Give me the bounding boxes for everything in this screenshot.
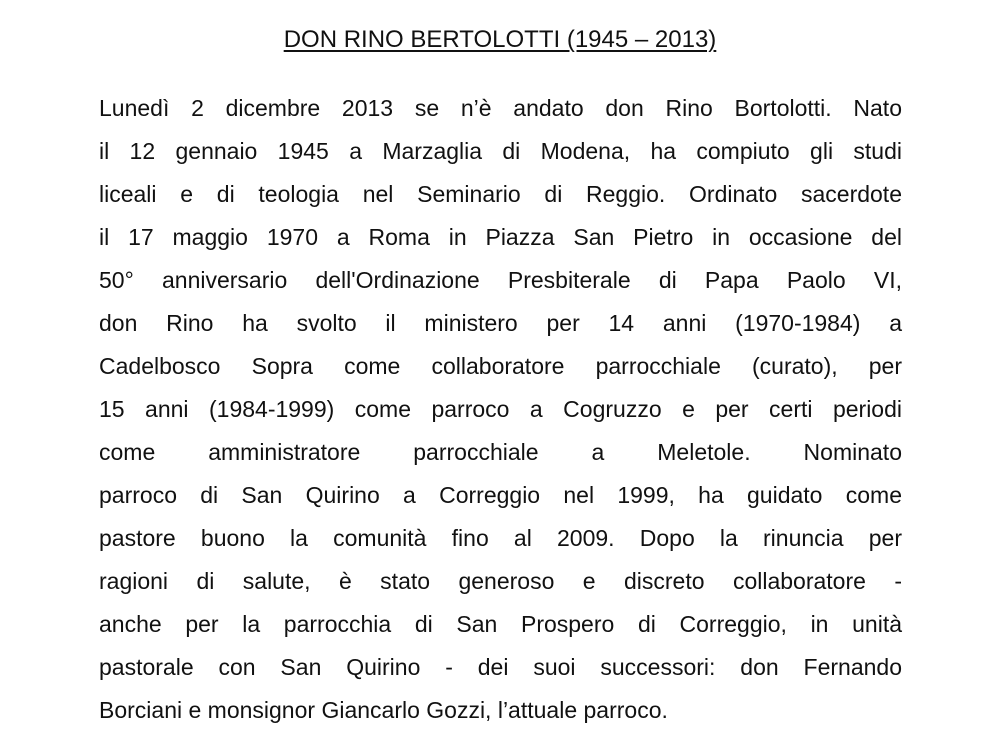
paragraph-line: il 17 maggio 1970 a Roma in Piazza San Pietro in occasione del	[99, 224, 902, 250]
obituary-paragraph	[99, 87, 902, 732]
paragraph-line: Lunedì 2 dicembre 2013 se n’è andato don Rino Bortolotti. Nato	[99, 95, 902, 121]
paragraph-line: Cadelbosco Sopra come collaboratore parrocchiale (curato), per	[99, 353, 902, 379]
paragraph-line: pastorale con San Quirino - dei suoi successori: don Fernando	[99, 654, 902, 680]
paragraph-line: anche per la parrocchia di San Prospero di Correggio, in unità	[99, 611, 902, 637]
paragraph-line: Borciani e monsignor Giancarlo Gozzi, l’attuale parroco.	[99, 697, 668, 723]
paragraph-line: liceali e di teologia nel Seminario di Reggio. Ordinato sacerdote	[99, 181, 902, 207]
paragraph-line: parroco di San Quirino a Correggio nel 1999, ha guidato come	[99, 482, 902, 508]
paragraph-line: il 12 gennaio 1945 a Marzaglia di Modena, ha compiuto gli studi	[99, 138, 902, 164]
paragraph-line: 15 anni (1984-1999) come parroco a Cogruzzo e per certi periodi	[99, 396, 902, 422]
paragraph-line: pastore buono la comunità fino al 2009. Dopo la rinuncia per	[99, 525, 902, 551]
paragraph-line: ragioni di salute, è stato generoso e discreto collaboratore -	[99, 568, 902, 594]
document-title: DON RINO BERTOLOTTI (1945 – 2013)	[283, 26, 717, 53]
paragraph-line: come amministratore parrocchiale a Meletole. Nominato	[99, 439, 902, 465]
paragraph-line: 50° anniversario dell'Ordinazione Presbiterale di Papa Paolo VI,	[99, 267, 902, 293]
paragraph-line: don Rino ha svolto il ministero per 14 anni (1970-1984) a	[99, 310, 902, 336]
